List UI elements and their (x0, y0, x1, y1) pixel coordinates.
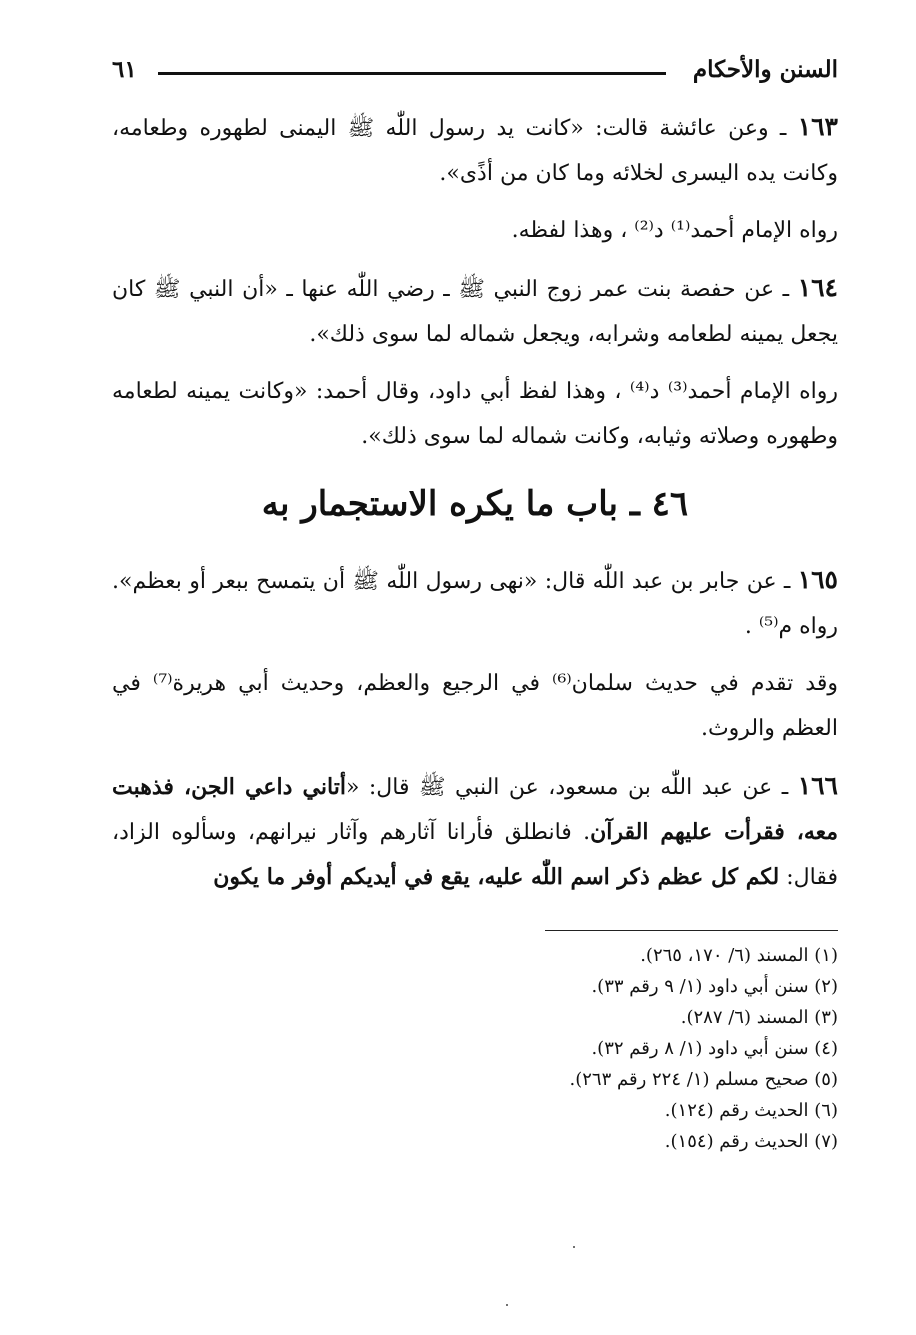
hadith-165-note: وقد تقدم في حديث سلمان⁽⁶⁾ في الرجيع والعظم، وحديث أبي هريرة⁽⁷⁾ في العظم والروث. (112, 671, 838, 741)
footnote: (٤) سنن أبي داود (١/ ٨ رقم ٣٢). (591, 1038, 838, 1059)
hadith-165 (112, 557, 838, 649)
running-header (112, 56, 838, 90)
footnote: (٣) المسند (٦/ ٢٨٧). (680, 1007, 838, 1028)
footnote: (٧) الحديث رقم (١٥٤). (664, 1131, 838, 1152)
hadith-quote-bold: أتاني داعي الجن، فذهبت معه، فقرأت عليهم القرآن (112, 774, 839, 845)
hadith-text-continued: . فانطلق فأرانا آثارهم وآثار نيرانهم، وسألوه الزاد، فقال: (112, 820, 838, 890)
hadith-number: ١٦٦ (797, 771, 838, 800)
hadith-number: ١٦٣ (797, 112, 838, 141)
hadith-number: ١٦٥ (797, 565, 838, 594)
footnote: (٥) صحيح مسلم (١/ ٢٢٤ رقم ٢٦٣). (569, 1069, 838, 1090)
main-text (112, 104, 838, 912)
footnote: (١) المسند (٦/ ١٧٠، ٢٦٥). (640, 945, 838, 966)
chapter-heading: ٤٦ ـ باب ما يكره الاستجمار به (261, 484, 689, 524)
footnote: (٦) الحديث رقم (١٢٤). (664, 1100, 838, 1121)
hadith-164 (112, 265, 838, 357)
running-title: السنن والأحكام (692, 56, 838, 83)
hadith-text: ـ وعن عائشة قالت: «كانت يد رسول اللّٰه ﷺ اليمنى لطهوره وطعامه، (112, 116, 798, 141)
footnote-separator (545, 930, 838, 931)
hadith-number: ١٦٤ (797, 273, 838, 302)
hadith-text: ـ عن جابر بن عبد اللّٰه قال: «نهى رسول اللّٰه ﷺ أن يتمسح ببعر أو بعظم». رواه م⁽⁵⁾ . (112, 569, 838, 639)
hadith-163-source: رواه الإمام أحمد⁽¹⁾ د⁽²⁾ ، وهذا لفظه. (511, 218, 838, 243)
footnotes (238, 940, 838, 1157)
hadith-text-continued: وكانت يده اليسرى لخلائه وما كان من أذًى». (439, 161, 838, 186)
scan-speck (573, 1246, 575, 1248)
footnote: (٢) سنن أبي داود (١/ ٩ رقم ٣٣). (591, 976, 838, 997)
hadith-164-source: رواه الإمام أحمد⁽³⁾ د⁽⁴⁾ ، وهذا لفظ أبي داود، وقال أحمد: «وكانت يمينه لطعامه وطهوره وصلاته وثيابه، وكانت شماله لما سوى ذلك». (112, 379, 838, 449)
page-number: ٦١ (112, 56, 137, 83)
hadith-text: ـ عن عبد اللّٰه بن مسعود، عن النبي ﷺ قال: « (345, 775, 798, 800)
hadith-166 (112, 763, 838, 900)
hadith-163 (112, 104, 838, 196)
header-rule (158, 72, 666, 75)
hadith-text: ـ عن حفصة بنت عمر زوج النبي ﷺ ـ رضي اللّٰه عنها ـ «أن النبي ﷺ كان يجعل يمينه لطعامه وشرابه، ويجعل شماله لما سوى ذلك». (112, 277, 838, 347)
scan-speck (506, 1304, 508, 1306)
hadith-quote-bold-2: لكم كل عظم ذكر اسم اللّٰه عليه، يقع في أيديكم أوفر ما يكون (213, 864, 780, 890)
